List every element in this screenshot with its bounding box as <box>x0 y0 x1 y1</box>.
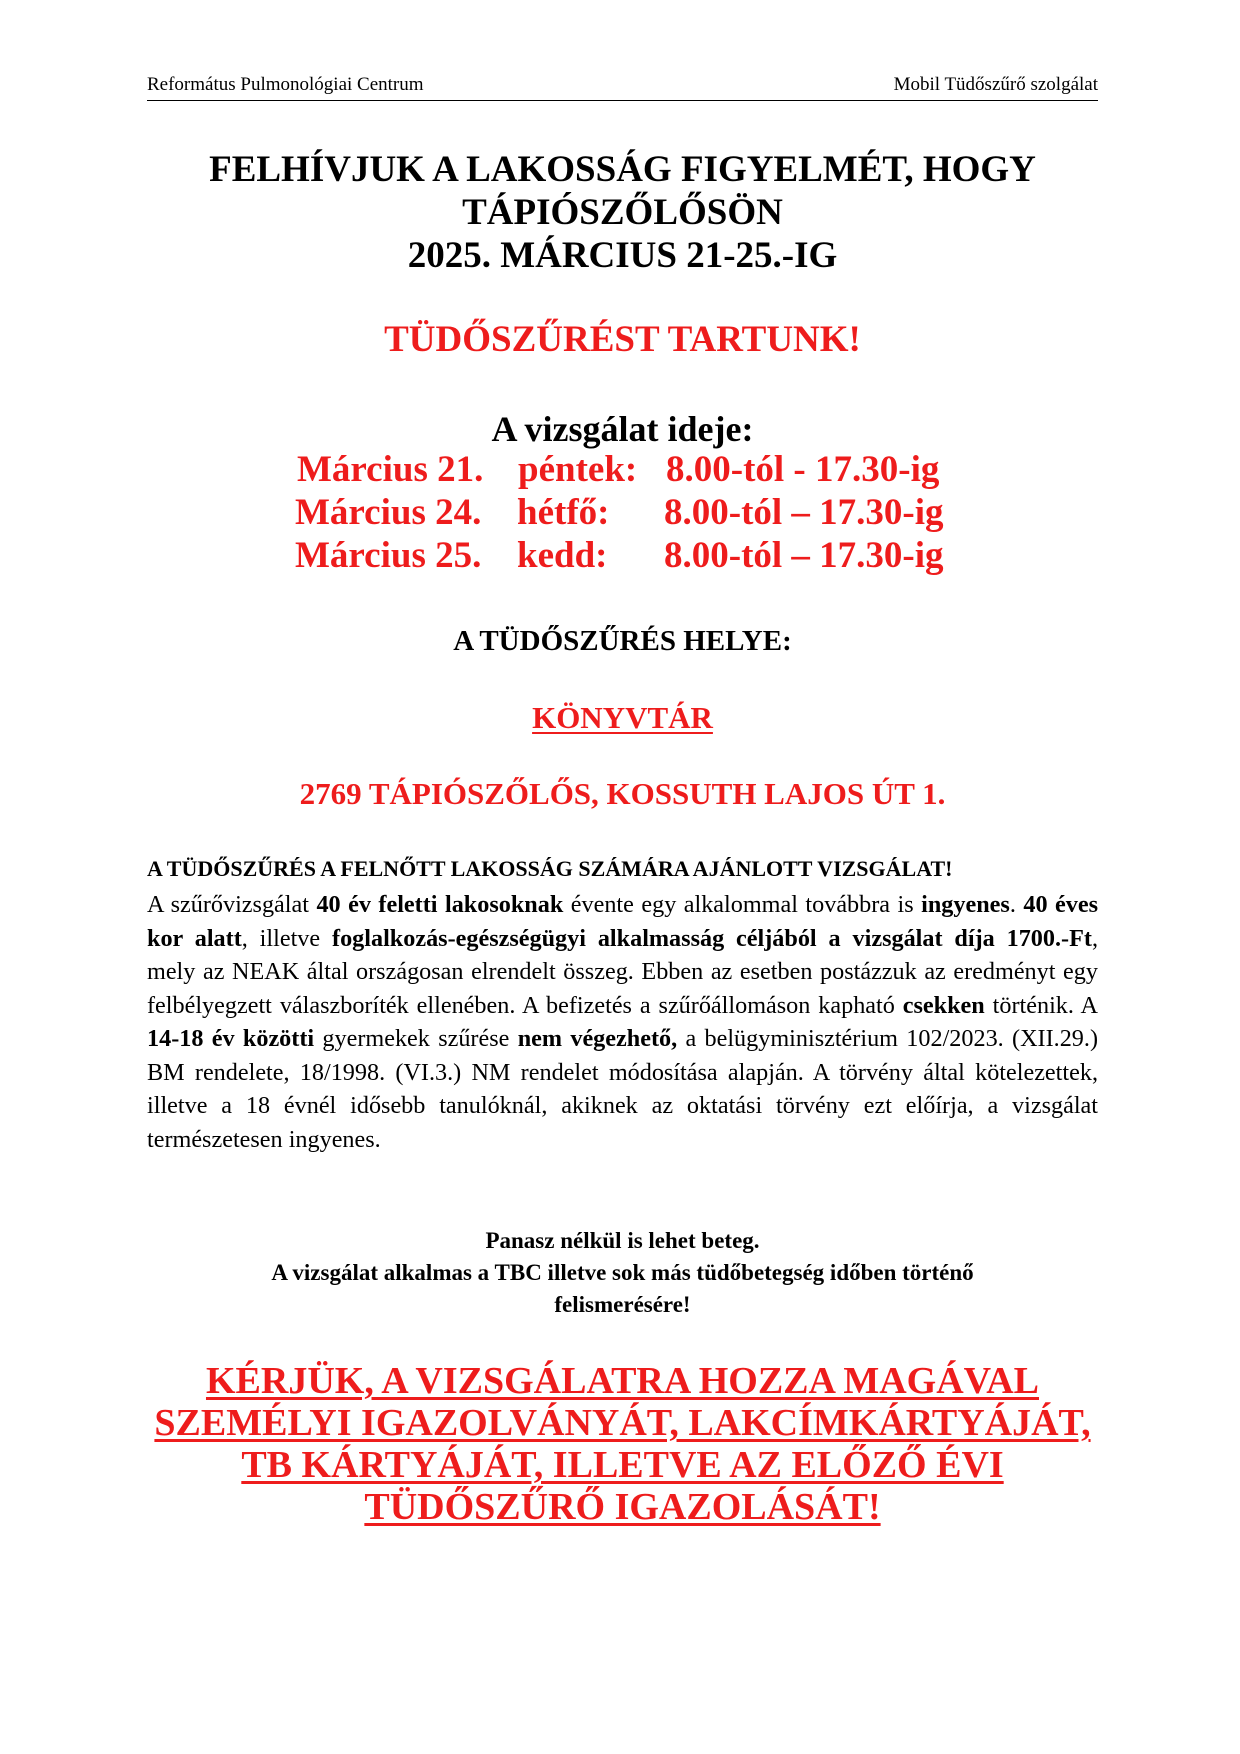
info-emphasis: csekken <box>902 991 985 1019</box>
location-heading: A TÜDŐSZŰRÉS HELYE: <box>453 625 792 657</box>
info-emphasis: 14-18 év közötti <box>147 1025 315 1052</box>
request-line-3: TB KÁRTYÁJÁT, ILLETVE AZ ELŐZŐ ÉVI <box>241 1444 1004 1486</box>
schedule-row <box>0 491 1240 535</box>
info-emphasis: 40 év feletti lakosoknak <box>316 891 564 918</box>
location-address: 2769 TÁPIÓSZŐLŐS, KOSSUTH LAJOS ÚT 1. <box>299 776 946 811</box>
info-text: a belügyminisztérium 102/2023. (XII.29.) BM rendelete, 18/1998. (VI.3.) NM rendelet módosítása alapján. A törvény által kötelezettek, illetve a 18 évnél idősebb tanulóknál, akiknek az oktatási törvény ezt előírja, a vizsgálat természetesen ingyenes. <box>147 1025 1098 1153</box>
schedule-date: Március 24. <box>295 492 482 533</box>
schedule-day: kedd: <box>517 535 608 576</box>
title-line-1: FELHÍVJUK A LAKOSSÁG FIGYELMÉT, HOGY <box>209 149 1036 190</box>
schedule-day: péntek: <box>518 449 638 490</box>
info-text: történik. A <box>984 991 1098 1019</box>
info-text: , mely az NEAK által országosan elrendelt összeg. Ebben az esetben postázzuk az eredményt egy felbélyegzett válaszboríték ellenében. A befizetés a szűrőállomáson kapható <box>147 924 1098 1019</box>
schedule-row <box>0 534 1240 578</box>
info-emphasis: ingyenes <box>921 891 1010 918</box>
schedule-day: hétfő: <box>517 492 610 533</box>
schedule-date: Március 25. <box>295 535 482 576</box>
schedule-row <box>0 448 1240 492</box>
info-text: , illetve <box>241 924 333 952</box>
info-text: . <box>1009 891 1024 918</box>
info-emphasis: foglalkozás-egészségügyi alkalmasság céljából a vizsgálat díja 1700.-Ft <box>332 924 1092 952</box>
schedule-time: 8.00-tól – 17.30-ig <box>664 492 944 533</box>
info-text: gyermekek szűrése <box>314 1025 518 1052</box>
info-intro: A TÜDŐSZŰRÉS A FELNŐTT LAKOSSÁG SZÁMÁRA AJÁNLOTT VIZSGÁLAT! <box>147 856 953 881</box>
request-line-4: TÜDŐSZŰRŐ IGAZOLÁSÁT! <box>364 1486 881 1528</box>
notice-line-3: felismerésére! <box>554 1292 691 1317</box>
info-emphasis: nem végezhető, <box>517 1025 678 1052</box>
request-block <box>147 1360 1098 1528</box>
notice <box>147 1225 1098 1321</box>
title-line-3: 2025. MÁRCIUS 21-25.-IG <box>407 235 838 276</box>
notice-line-1: Panasz nélkül is lehet beteg. <box>485 1228 760 1253</box>
venue-name: KÖNYVTÁR <box>532 700 713 735</box>
info-emphasis: 40 éves kor alatt <box>147 891 1098 952</box>
request-line-1: KÉRJÜK, A VIZSGÁLATRA HOZZA MAGÁVAL <box>205 1360 1039 1402</box>
schedule-heading: A vizsgálat ideje: <box>491 409 754 449</box>
page-header <box>147 74 1098 101</box>
notice-line-2: A vizsgálat alkalmas a TBC illetve sok más tüdőbetegség időben történő <box>271 1260 974 1285</box>
info-text: A szűrővizsgálat <box>147 891 317 918</box>
header-service: Mobil Tüdőszűrő szolgálat <box>893 74 1098 95</box>
info-paragraph <box>147 888 1098 1156</box>
schedule-time: 8.00-tól - 17.30-ig <box>666 449 940 490</box>
schedule-time: 8.00-tól – 17.30-ig <box>664 535 944 576</box>
location-venue <box>147 700 1098 736</box>
info-text: évente egy alkalommal továbbra is <box>563 891 922 918</box>
request-line-2: SZEMÉLYI IGAZOLVÁNYÁT, LAKCÍMKÁRTYÁJÁT, <box>154 1402 1091 1444</box>
schedule-date: Március 21. <box>297 449 484 490</box>
title-line-2: TÁPIÓSZŐLŐSÖN <box>462 192 783 233</box>
header-organization: Református Pulmonológiai Centrum <box>147 74 424 95</box>
announcement-title <box>147 148 1098 277</box>
headline: TÜDŐSZŰRÉST TARTUNK! <box>384 319 861 360</box>
